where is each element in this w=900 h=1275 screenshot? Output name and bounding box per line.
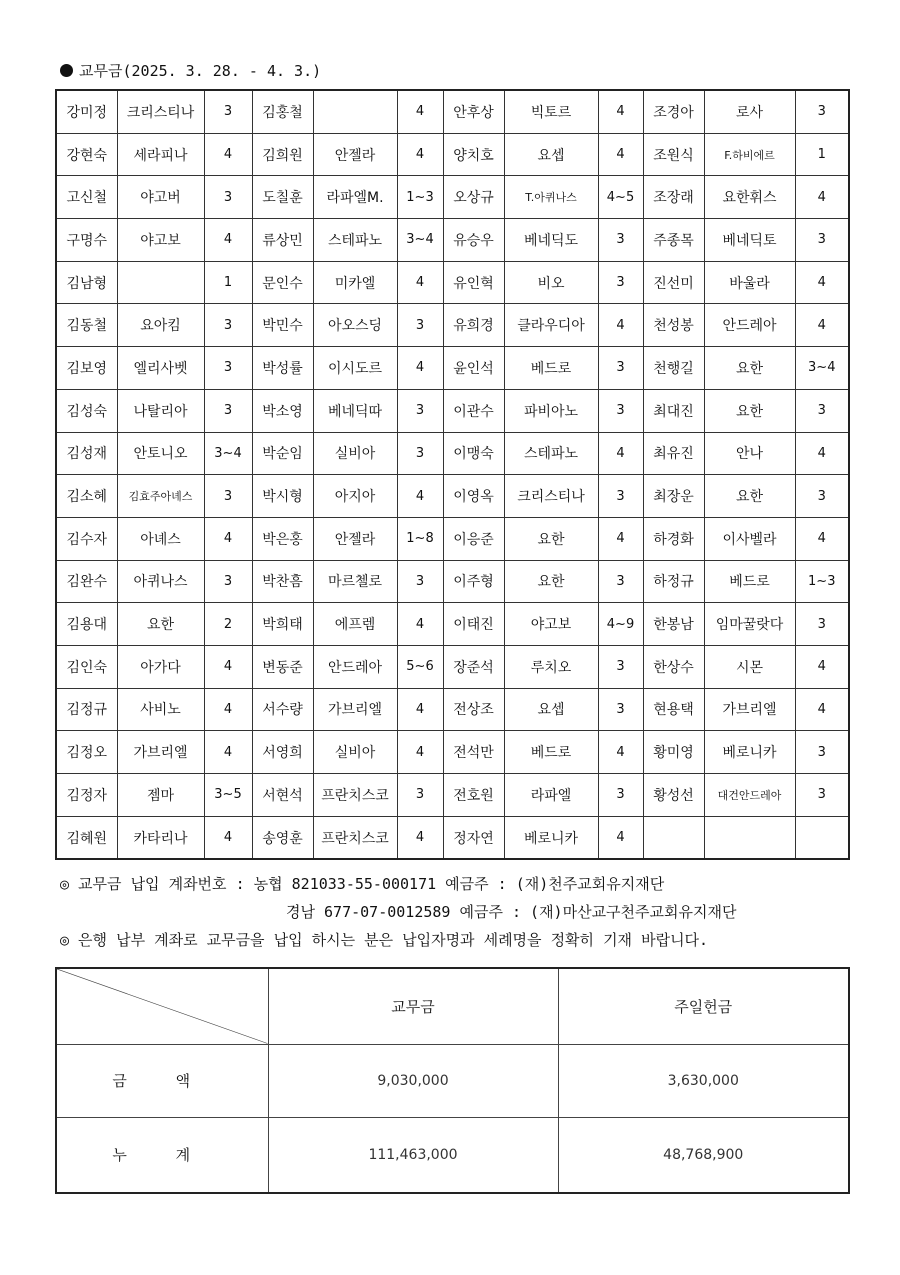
- cell-baptismal-name: 요한: [704, 389, 795, 432]
- amount-sunday-offering: 3,630,000: [558, 1044, 849, 1117]
- cell-name: 도칠훈: [252, 176, 313, 219]
- row-label-amount: 금 액: [56, 1044, 268, 1117]
- cell-name: 김희원: [252, 133, 313, 176]
- cell-baptismal-name: [704, 816, 795, 859]
- cell-baptismal-name: 스테파노: [313, 219, 397, 262]
- payment-notes: [60, 870, 736, 954]
- table-row: [56, 261, 849, 304]
- cell-count: 4: [598, 304, 643, 347]
- cell-name: 류상민: [252, 219, 313, 262]
- cell-name: 이영옥: [443, 475, 504, 518]
- cell-count: 3~4: [397, 219, 443, 262]
- cell-count: 3: [397, 389, 443, 432]
- cell-name: 서영희: [252, 731, 313, 774]
- cell-count: 4: [397, 347, 443, 390]
- cell-count: 4~5: [598, 176, 643, 219]
- cell-name: 유인혁: [443, 261, 504, 304]
- cell-name: 김남형: [56, 261, 117, 304]
- cell-name: 오상규: [443, 176, 504, 219]
- contribution-table: [55, 89, 850, 860]
- cell-name: 조경아: [643, 90, 704, 133]
- cell-name: 김혜원: [56, 816, 117, 859]
- cell-name: 황성선: [643, 774, 704, 817]
- cell-name: 하정규: [643, 560, 704, 603]
- cell-baptismal-name: 가브리엘: [313, 688, 397, 731]
- cell-baptismal-name: 요한: [504, 560, 598, 603]
- cell-name: 김인숙: [56, 645, 117, 688]
- table-row: [56, 688, 849, 731]
- cell-baptismal-name: 요아킴: [117, 304, 204, 347]
- cell-baptismal-name: 요한: [504, 517, 598, 560]
- cell-baptismal-name: 아녜스: [117, 517, 204, 560]
- table-row: [56, 133, 849, 176]
- cell-name: 전석만: [443, 731, 504, 774]
- cell-baptismal-name: 아퀴나스: [117, 560, 204, 603]
- cell-name: 서현석: [252, 774, 313, 817]
- cell-name: 이맹숙: [443, 432, 504, 475]
- cell-name: 문인수: [252, 261, 313, 304]
- cell-count: 4: [204, 688, 252, 731]
- cell-name: 변동준: [252, 645, 313, 688]
- cell-baptismal-name: [117, 261, 204, 304]
- cumulative-sunday-offering: 48,768,900: [558, 1117, 849, 1193]
- cell-baptismal-name: 요한: [704, 347, 795, 390]
- cell-name: 조장래: [643, 176, 704, 219]
- table-row: [56, 816, 849, 859]
- cell-baptismal-name: 아지아: [313, 475, 397, 518]
- cell-count: 3: [598, 688, 643, 731]
- cell-count: 3~5: [204, 774, 252, 817]
- cell-baptismal-name: 야고보: [504, 603, 598, 646]
- cell-name: 안후상: [443, 90, 504, 133]
- cell-baptismal-name: 비오: [504, 261, 598, 304]
- cell-baptismal-name: 베드로: [504, 731, 598, 774]
- cell-baptismal-name: 프란치스코: [313, 816, 397, 859]
- cell-count: 4: [204, 731, 252, 774]
- cell-name: 김동철: [56, 304, 117, 347]
- cell-count: 4: [795, 645, 849, 688]
- header-sunday-offering: 주일헌금: [558, 968, 849, 1044]
- cell-name: 한상수: [643, 645, 704, 688]
- cell-baptismal-name: 스테파노: [504, 432, 598, 475]
- cell-baptismal-name: 에프렘: [313, 603, 397, 646]
- cell-name: 이태진: [443, 603, 504, 646]
- cell-baptismal-name: 베네딕따: [313, 389, 397, 432]
- cell-name: 박희태: [252, 603, 313, 646]
- table-row: [56, 645, 849, 688]
- cell-count: 4: [795, 432, 849, 475]
- cell-baptismal-name: 가브리엘: [704, 688, 795, 731]
- cell-name: 현용택: [643, 688, 704, 731]
- cell-baptismal-name: 가브리엘: [117, 731, 204, 774]
- cell-name: 박찬흠: [252, 560, 313, 603]
- cell-baptismal-name: 안드레아: [313, 645, 397, 688]
- table-row: [56, 731, 849, 774]
- cell-count: 3: [598, 389, 643, 432]
- cell-name: 박소영: [252, 389, 313, 432]
- cell-count: 3: [598, 645, 643, 688]
- cell-baptismal-name: 베네딕도: [504, 219, 598, 262]
- cell-name: 진선미: [643, 261, 704, 304]
- cell-baptismal-name: 이사벨라: [704, 517, 795, 560]
- cell-count: 2: [204, 603, 252, 646]
- cell-baptismal-name: 로사: [704, 90, 795, 133]
- cell-baptismal-name: 요한휘스: [704, 176, 795, 219]
- corner-cell: [56, 968, 268, 1044]
- cell-baptismal-name: 루치오: [504, 645, 598, 688]
- account-line-2: 경남 677-07-0012589 예금주 : (재)마산교구천주교회유지재단: [286, 903, 737, 921]
- summary-table: [55, 967, 850, 1194]
- cell-name: 천성봉: [643, 304, 704, 347]
- cell-name: 고신철: [56, 176, 117, 219]
- cell-baptismal-name: 바울라: [704, 261, 795, 304]
- cell-baptismal-name: 베로니카: [504, 816, 598, 859]
- cell-name: 황미영: [643, 731, 704, 774]
- cell-count: 3: [795, 389, 849, 432]
- cell-name: 최유진: [643, 432, 704, 475]
- cell-baptismal-name: 요셉: [504, 688, 598, 731]
- cell-baptismal-name: 베로니카: [704, 731, 795, 774]
- cell-count: 1~3: [795, 560, 849, 603]
- cell-count: 3: [397, 560, 443, 603]
- cell-name: 윤인석: [443, 347, 504, 390]
- cell-baptismal-name: 안드레아: [704, 304, 795, 347]
- table-row: [56, 432, 849, 475]
- cell-name: 이주형: [443, 560, 504, 603]
- cell-name: 하경화: [643, 517, 704, 560]
- cell-count: 4~9: [598, 603, 643, 646]
- cell-name: 전상조: [443, 688, 504, 731]
- cell-count: 3: [204, 475, 252, 518]
- cell-baptismal-name: 요셉: [504, 133, 598, 176]
- cell-name: 김정규: [56, 688, 117, 731]
- cell-name: 김보영: [56, 347, 117, 390]
- account-line-1: ◎ 교무금 납입 계좌번호 : 농협 821033-55-000171 예금주 : (재)천주교회유지재단: [60, 875, 665, 893]
- cell-count: 3: [598, 475, 643, 518]
- cell-baptismal-name: 마르첼로: [313, 560, 397, 603]
- cell-baptismal-name: 아가다: [117, 645, 204, 688]
- cell-count: 4: [397, 475, 443, 518]
- cell-count: 4: [397, 90, 443, 133]
- cell-count: 3: [795, 90, 849, 133]
- cell-name: 김정자: [56, 774, 117, 817]
- cell-name: 박성률: [252, 347, 313, 390]
- cell-count: 3: [204, 90, 252, 133]
- title-text: 교무금(2025. 3. 28. - 4. 3.): [79, 62, 322, 80]
- cell-baptismal-name: 야고보: [117, 219, 204, 262]
- cell-baptismal-name: 대건안드레아: [704, 774, 795, 817]
- cell-name: 정자연: [443, 816, 504, 859]
- cell-name: 김소혜: [56, 475, 117, 518]
- cell-baptismal-name: 안나: [704, 432, 795, 475]
- cell-count: 3: [397, 304, 443, 347]
- cell-count: 4: [598, 816, 643, 859]
- cell-baptismal-name: 이시도르: [313, 347, 397, 390]
- cell-count: 4: [795, 688, 849, 731]
- cell-count: 5~6: [397, 645, 443, 688]
- cell-baptismal-name: 실비아: [313, 432, 397, 475]
- cell-count: 4: [397, 688, 443, 731]
- cell-baptismal-name: 김효주아녜스: [117, 475, 204, 518]
- cell-baptismal-name: 엘리사벳: [117, 347, 204, 390]
- table-row: [56, 603, 849, 646]
- cell-name: 최대진: [643, 389, 704, 432]
- cell-baptismal-name: 미카엘: [313, 261, 397, 304]
- cell-count: 4: [204, 133, 252, 176]
- cell-name: 장준석: [443, 645, 504, 688]
- table-row: [56, 560, 849, 603]
- cumulative-kyomugeum: 111,463,000: [268, 1117, 558, 1193]
- cell-name: 송영훈: [252, 816, 313, 859]
- cell-name: [643, 816, 704, 859]
- cell-baptismal-name: 크리스티나: [117, 90, 204, 133]
- cell-count: 4: [204, 816, 252, 859]
- cell-name: 이응준: [443, 517, 504, 560]
- cell-count: 4: [598, 133, 643, 176]
- cell-count: 3: [795, 475, 849, 518]
- cell-baptismal-name: 요한: [117, 603, 204, 646]
- payment-instruction: ◎ 은행 납부 계좌로 교무금을 납입 하시는 분은 납입자명과 세례명을 정확히 기재 바랍니다.: [60, 931, 709, 949]
- cell-count: 1: [204, 261, 252, 304]
- cell-baptismal-name: 베드로: [704, 560, 795, 603]
- cell-name: 강현숙: [56, 133, 117, 176]
- cell-baptismal-name: 안젤라: [313, 517, 397, 560]
- cell-baptismal-name: 빅토르: [504, 90, 598, 133]
- page-title: [60, 60, 321, 81]
- bullet-icon: [60, 64, 73, 77]
- cell-name: 김용대: [56, 603, 117, 646]
- cell-count: 4: [397, 816, 443, 859]
- cell-count: 4: [397, 133, 443, 176]
- cell-baptismal-name: 안토니오: [117, 432, 204, 475]
- cell-count: 3~4: [795, 347, 849, 390]
- cell-name: 김완수: [56, 560, 117, 603]
- header-kyomugeum: 교무금: [268, 968, 558, 1044]
- cell-baptismal-name: 임마꿀랏다: [704, 603, 795, 646]
- cell-count: 3: [795, 219, 849, 262]
- cell-name: 박순임: [252, 432, 313, 475]
- cell-baptismal-name: 세라피나: [117, 133, 204, 176]
- cell-count: 3: [598, 347, 643, 390]
- cell-baptismal-name: 사비노: [117, 688, 204, 731]
- cell-name: 김정오: [56, 731, 117, 774]
- table-row: [56, 304, 849, 347]
- cell-name: 김성재: [56, 432, 117, 475]
- cell-baptismal-name: 클라우디아: [504, 304, 598, 347]
- cell-baptismal-name: [313, 90, 397, 133]
- cell-name: 박은홍: [252, 517, 313, 560]
- cell-baptismal-name: 베네딕토: [704, 219, 795, 262]
- cell-baptismal-name: 나탈리아: [117, 389, 204, 432]
- table-row: [56, 347, 849, 390]
- cell-name: 주종목: [643, 219, 704, 262]
- row-label-cumulative: 누 계: [56, 1117, 268, 1193]
- diagonal-line: [57, 969, 268, 1044]
- cell-count: 1~8: [397, 517, 443, 560]
- cell-name: 유승우: [443, 219, 504, 262]
- cell-count: 3: [598, 560, 643, 603]
- cell-count: 3: [204, 389, 252, 432]
- cell-count: 4: [795, 517, 849, 560]
- cell-name: 강미정: [56, 90, 117, 133]
- cell-name: 서수량: [252, 688, 313, 731]
- cell-baptismal-name: 시몬: [704, 645, 795, 688]
- cell-baptismal-name: 프란치스코: [313, 774, 397, 817]
- cell-baptismal-name: 베드로: [504, 347, 598, 390]
- cell-name: 양치호: [443, 133, 504, 176]
- cell-name: 김성숙: [56, 389, 117, 432]
- cell-count: 4: [204, 219, 252, 262]
- cell-count: 3: [598, 261, 643, 304]
- cell-baptismal-name: 카타리나: [117, 816, 204, 859]
- cell-count: 1: [795, 133, 849, 176]
- cell-name: 이관수: [443, 389, 504, 432]
- cell-name: 박시형: [252, 475, 313, 518]
- cell-count: 3~4: [204, 432, 252, 475]
- cell-count: 4: [598, 432, 643, 475]
- cell-count: [795, 816, 849, 859]
- cell-baptismal-name: 실비아: [313, 731, 397, 774]
- cell-baptismal-name: T.아퀴나스: [504, 176, 598, 219]
- cell-name: 전호원: [443, 774, 504, 817]
- amount-kyomugeum: 9,030,000: [268, 1044, 558, 1117]
- cell-count: 4: [795, 176, 849, 219]
- cell-count: 3: [204, 304, 252, 347]
- cell-baptismal-name: 라파엘M.: [313, 176, 397, 219]
- table-row: [56, 517, 849, 560]
- cell-baptismal-name: 라파엘: [504, 774, 598, 817]
- cell-baptismal-name: 요한: [704, 475, 795, 518]
- cell-count: 3: [795, 774, 849, 817]
- cell-baptismal-name: 안젤라: [313, 133, 397, 176]
- cell-count: 4: [204, 517, 252, 560]
- cell-count: 4: [397, 261, 443, 304]
- cell-count: 3: [598, 219, 643, 262]
- cell-count: 4: [397, 731, 443, 774]
- cell-baptismal-name: 야고버: [117, 176, 204, 219]
- cell-count: 3: [204, 347, 252, 390]
- cell-count: 3: [397, 432, 443, 475]
- cell-count: 4: [598, 90, 643, 133]
- cell-count: 4: [397, 603, 443, 646]
- cell-name: 한봉남: [643, 603, 704, 646]
- cell-baptismal-name: F.하비에르: [704, 133, 795, 176]
- table-row: [56, 90, 849, 133]
- cell-name: 조원식: [643, 133, 704, 176]
- cell-name: 박민수: [252, 304, 313, 347]
- cell-count: 3: [397, 774, 443, 817]
- cell-count: 4: [598, 731, 643, 774]
- table-row: [56, 219, 849, 262]
- cell-count: 4: [795, 304, 849, 347]
- table-row: [56, 389, 849, 432]
- cell-count: 3: [204, 560, 252, 603]
- table-row: [56, 774, 849, 817]
- cell-count: 3: [795, 731, 849, 774]
- cell-count: 4: [598, 517, 643, 560]
- cell-baptismal-name: 파비아노: [504, 389, 598, 432]
- cell-count: 4: [795, 261, 849, 304]
- cell-name: 유희경: [443, 304, 504, 347]
- cell-baptismal-name: 아오스딩: [313, 304, 397, 347]
- table-row: [56, 176, 849, 219]
- cell-count: 1~3: [397, 176, 443, 219]
- cell-name: 천행길: [643, 347, 704, 390]
- cell-baptismal-name: 크리스티나: [504, 475, 598, 518]
- cell-count: 3: [204, 176, 252, 219]
- table-row: [56, 475, 849, 518]
- cell-name: 김홍철: [252, 90, 313, 133]
- cell-count: 3: [598, 774, 643, 817]
- cell-count: 4: [204, 645, 252, 688]
- cell-count: 3: [795, 603, 849, 646]
- cell-name: 구명수: [56, 219, 117, 262]
- cell-name: 김수자: [56, 517, 117, 560]
- cell-name: 최장운: [643, 475, 704, 518]
- cell-baptismal-name: 젬마: [117, 774, 204, 817]
